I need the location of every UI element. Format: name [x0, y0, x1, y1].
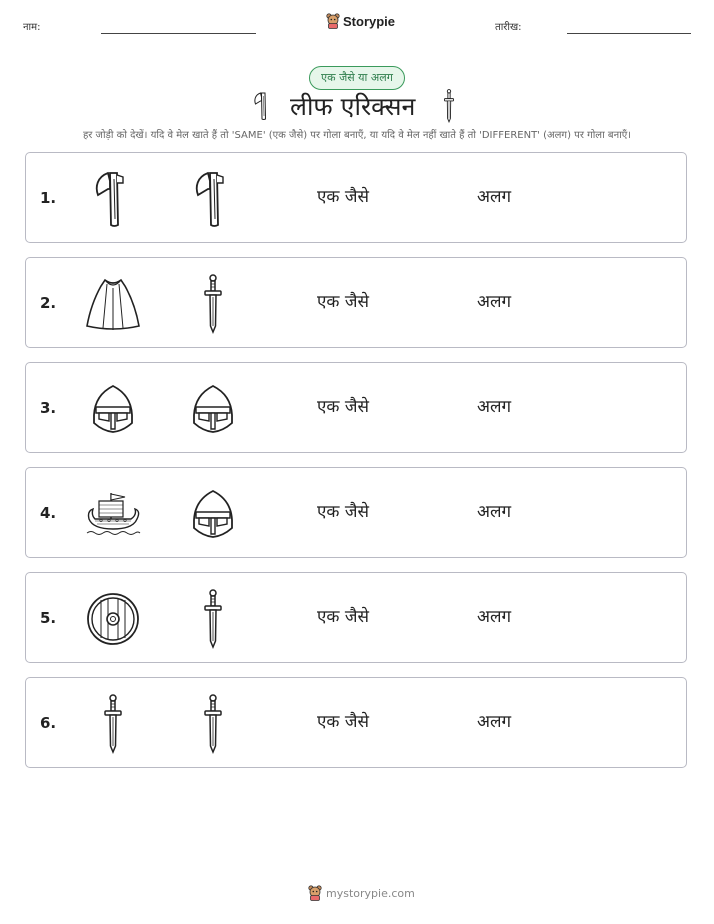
- axe-icon: [193, 169, 233, 233]
- name-line[interactable]: [101, 33, 256, 34]
- question-number: 6.: [40, 714, 57, 732]
- question-row: [25, 467, 687, 558]
- date-label: तारीख:: [495, 22, 522, 33]
- question-row: [25, 677, 687, 768]
- sword-icon: [203, 274, 223, 338]
- question-number: 3.: [40, 399, 57, 417]
- question-number: 5.: [40, 609, 57, 627]
- different-option[interactable]: अलग: [477, 187, 512, 207]
- brand-name: Storypie: [343, 13, 396, 29]
- viking-ship-icon: [85, 489, 141, 543]
- same-option[interactable]: एक जैसे: [317, 712, 369, 732]
- different-option[interactable]: अलग: [477, 502, 512, 522]
- same-option[interactable]: एक जैसे: [317, 607, 369, 627]
- cloak-icon: [85, 276, 141, 336]
- question-number: 2.: [40, 294, 57, 312]
- brand-logo: [326, 13, 395, 29]
- date-line[interactable]: [567, 33, 691, 34]
- different-option[interactable]: अलग: [477, 397, 512, 417]
- name-label: नाम:: [23, 22, 41, 33]
- same-option[interactable]: एक जैसे: [317, 292, 369, 312]
- question-row: [25, 257, 687, 348]
- different-option[interactable]: अलग: [477, 607, 512, 627]
- same-option[interactable]: एक जैसे: [317, 397, 369, 417]
- axe-icon: [253, 90, 273, 122]
- same-option[interactable]: एक जैसे: [317, 187, 369, 207]
- page-title: लीफ एरिक्सन: [290, 92, 416, 121]
- footer: [308, 885, 415, 901]
- helmet-icon: [191, 383, 235, 439]
- axe-icon: [93, 169, 133, 233]
- same-option[interactable]: एक जैसे: [317, 502, 369, 522]
- worksheet-type-badge: एक जैसे या अलग: [309, 66, 405, 90]
- footer-url: mystorypie.com: [326, 886, 415, 900]
- different-option[interactable]: अलग: [477, 292, 512, 312]
- question-number: 4.: [40, 504, 57, 522]
- shield-icon: [86, 592, 140, 650]
- question-row: [25, 362, 687, 453]
- question-row: [25, 152, 687, 243]
- sword-icon: [441, 89, 457, 123]
- bear-mascot-icon: [326, 13, 340, 29]
- question-number: 1.: [40, 189, 57, 207]
- sword-icon: [103, 694, 123, 758]
- sword-icon: [203, 589, 223, 653]
- different-option[interactable]: अलग: [477, 712, 512, 732]
- instructions: हर जोड़ी को देखें। यदि वे मेल खाते हैं तो 'SAME' (एक जैसे) पर गोला बनाएँ, या यदि वे मेल नहीं खाते हैं तो 'DIFFERENT' (अलग) पर गोला बनाएँ।: [82, 130, 632, 141]
- helmet-icon: [191, 488, 235, 544]
- sword-icon: [203, 694, 223, 758]
- helmet-icon: [91, 383, 135, 439]
- question-row: [25, 572, 687, 663]
- bear-mascot-icon: [308, 885, 322, 901]
